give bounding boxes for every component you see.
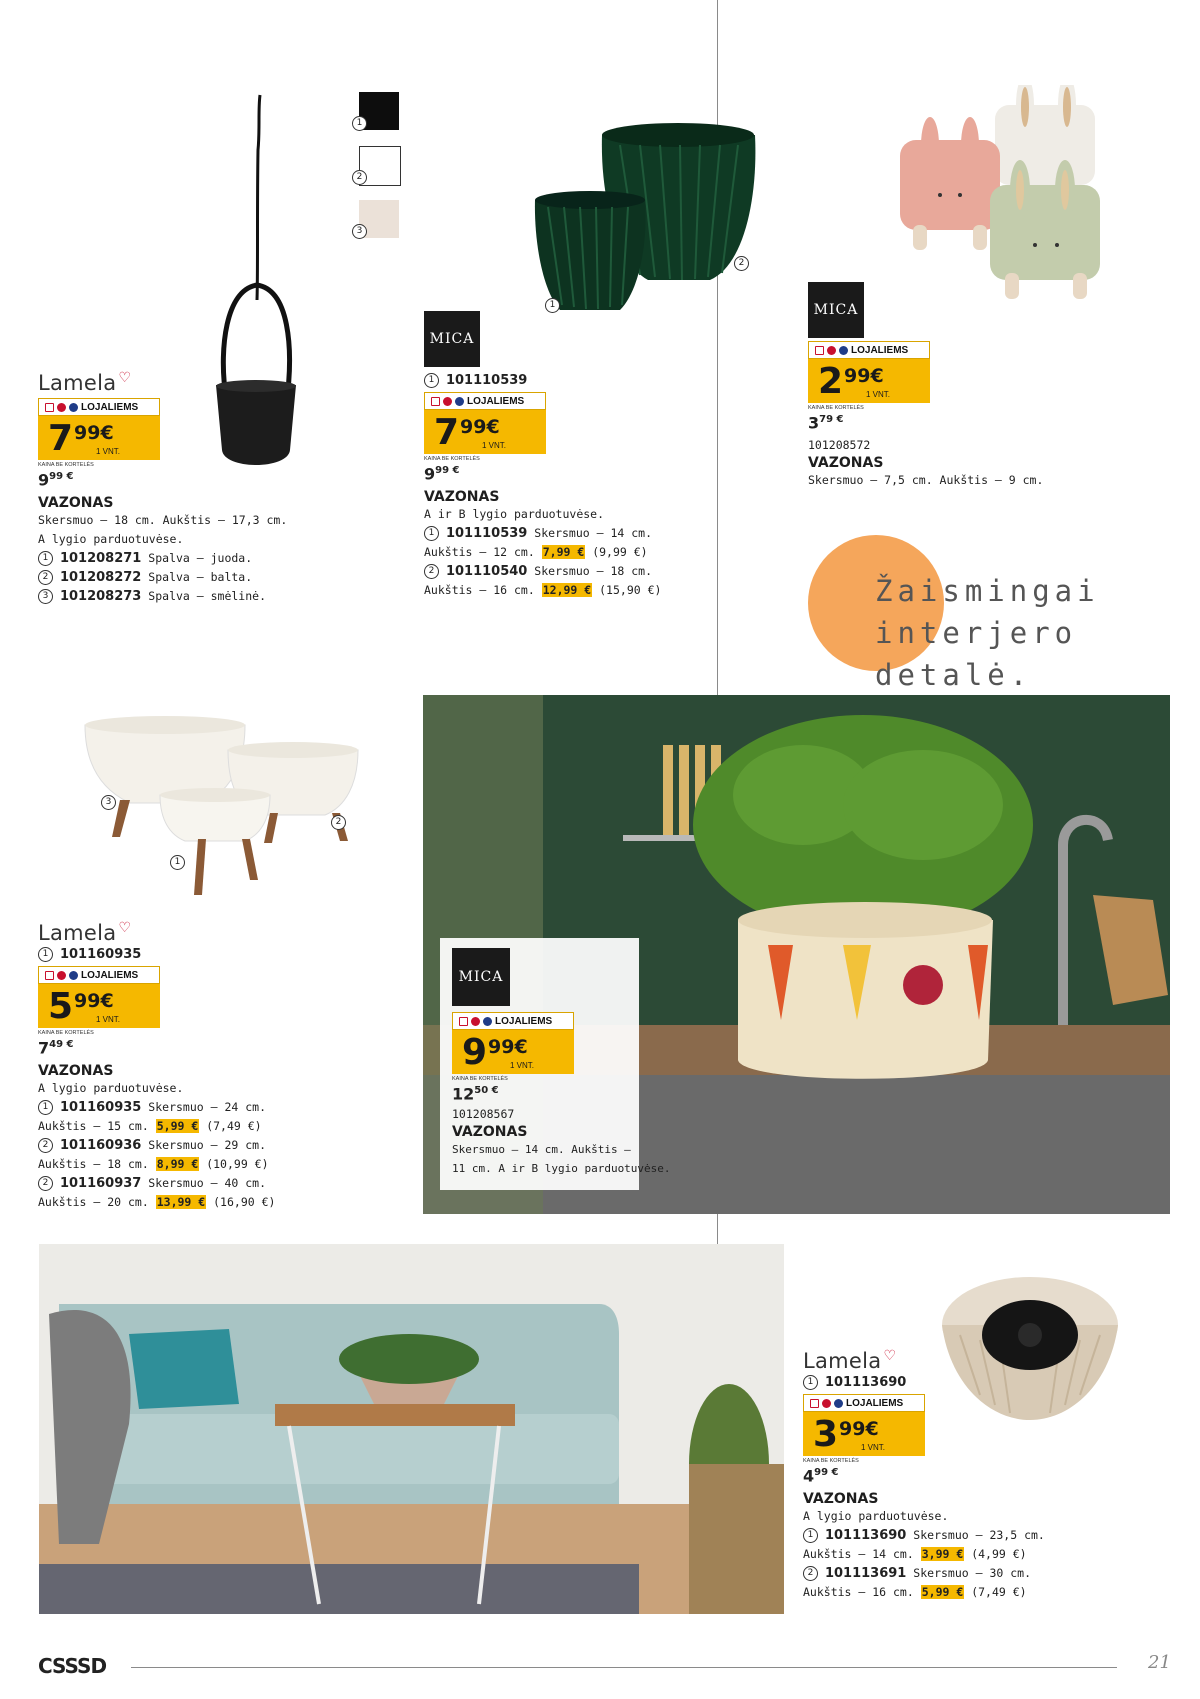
no-sign-icon xyxy=(827,346,836,355)
loyal-price: 7 99€ 1 VNT. xyxy=(38,416,160,460)
loyalty-badge: LOJALIEMS xyxy=(803,1394,925,1412)
loyalty-badge: LOJALIEMS xyxy=(808,341,930,359)
card-icon xyxy=(45,971,54,980)
living-room-photo xyxy=(39,1244,784,1614)
brand-logo-lamela: Lamela ♡ xyxy=(38,920,132,945)
brand-logo-mica: MICA xyxy=(424,311,480,367)
footer-rule xyxy=(131,1667,1117,1668)
brand-logo-mica: MICA xyxy=(452,948,510,1006)
loyalty-badge: LOJALIEMS xyxy=(38,398,160,416)
variant-line: 1 101110539 Skersmuo – 14 cm. xyxy=(424,524,734,543)
product-code: 101208567 xyxy=(452,1107,515,1122)
product-card-mica-basil: MICA LOJALIEMS 9 99€ 1 VNT. KAINA BE KORTELĖS $12^{50 €}$ 101208567 VAZONAS Skersmuo – 14 cm. Aukštis – 11 cm. A ir B lygio parduotuvėse. xyxy=(440,938,639,1190)
variant-price-line: Aukštis – 16 cm. 12,99 € (15,90 €) xyxy=(424,583,662,598)
brand-logo-lamela: Lamela ♡ xyxy=(38,370,132,395)
lamela-leaf-icon: ♡ xyxy=(883,1348,897,1364)
callout-2: 2 xyxy=(331,815,346,830)
regular-price: $12^{50 €}$ xyxy=(452,1084,499,1104)
product-name: VAZONAS xyxy=(38,495,114,512)
lamela-leaf-icon: ♡ xyxy=(118,370,132,386)
variant-price-line: Aukštis – 12 cm. 7,99 € (9,99 €) xyxy=(424,545,648,560)
desc-line: Skersmuo – 14 cm. Aukštis – xyxy=(452,1143,631,1157)
regular-price: $9^{99 €}$ xyxy=(424,464,460,484)
regular-price: $9^{99 €}$ xyxy=(38,470,74,490)
product-card-mica-bunny: MICA LOJALIEMS 2 99€ 1 VNT. KAINA BE KORTELĖS $3^{79 €}$ 101208572 VAZONAS Skersmuo – 7,5 cm. Aukštis – 9 cm. xyxy=(808,282,1108,490)
desc-line: Skersmuo – 18 cm. Aukštis – 17,3 cm. xyxy=(38,513,288,528)
variant-line: 1 101113690 Skersmuo – 23,5 cm. xyxy=(803,1526,1163,1545)
desc-line: A lygio parduotuvėse. xyxy=(803,1509,949,1524)
price-cents: 99€ xyxy=(74,422,114,444)
variant-price-line: Aukštis – 18 cm. 8,99 € (10,99 €) xyxy=(38,1157,269,1172)
card-icon xyxy=(45,403,54,412)
p-icon xyxy=(839,346,848,355)
product-name: VAZONAS xyxy=(38,1063,114,1080)
variant-line: 2 101113691 Skersmuo – 30 cm. xyxy=(803,1564,1163,1583)
price-cents: 99€ xyxy=(844,365,884,387)
variant-line: 2 101110540 Skersmuo – 18 cm. xyxy=(424,562,734,581)
product-code: 1 101110539 xyxy=(424,371,734,390)
no-sign-icon xyxy=(471,1017,480,1026)
legged-pots-image xyxy=(80,715,365,900)
price-box xyxy=(424,392,546,454)
product-code: 1 101160935 xyxy=(38,945,398,964)
sofa-scene-image xyxy=(39,1244,784,1614)
variant-price-line: Aukštis – 20 cm. 13,99 € (16,90 €) xyxy=(38,1195,276,1210)
desc-line: A ir B lygio parduotuvėse. xyxy=(424,507,605,522)
loyal-price: 7 99€ 1 VNT. xyxy=(424,410,546,454)
variant-line: 1 101208271 Spalva – juoda. xyxy=(38,549,338,568)
regular-price: $7^{49 €}$ xyxy=(38,1038,74,1058)
price-cents: 99€ xyxy=(839,1418,879,1440)
slogan: Žaismingai interjero detalė. xyxy=(875,574,1100,692)
swatch-number-3: 3 xyxy=(352,224,367,239)
callout-3: 3 xyxy=(101,795,116,810)
desc-line: 11 cm. A ir B lygio parduotuvėse. xyxy=(452,1162,671,1176)
variant-line: 2 101208272 Spalva – balta. xyxy=(38,568,338,587)
callout-2: 2 xyxy=(734,256,749,271)
bunny-pots-image xyxy=(895,85,1120,305)
product-name: VAZONAS xyxy=(808,455,884,472)
brand-logo-lamela: Lamela ♡ xyxy=(803,1348,897,1373)
loyalty-badge: LOJALIEMS xyxy=(38,966,160,984)
product-card-lamela-bowl: Lamela ♡ 1 101113690 LOJALIEMS 3 99€ 1 VNT. KAINA BE KORTELĖS $4^{99 €}$ VAZONAS A lygio parduotuvėse. 1 101113690 Skersmuo – 23,5 cm. Aukštis – 14 cm. 3,99 € (4,99 €) 2 101113691 Skersmuo – 30 cm. Aukštis – 16 cm. 5,99 € (7,49 €) xyxy=(803,1348,1163,1602)
swatch-number-2: 2 xyxy=(352,170,367,185)
price-cents: 99€ xyxy=(488,1036,528,1058)
product-card-lamela-legged: Lamela ♡ 1 101160935 LOJALIEMS 5 99€ 1 VNT. KAINA BE KORTELĖS $7^{49 €}$ VAZONAS A lygio parduotuvėse. 1 101160935 Skersmuo – 24 cm. Aukštis – 15 cm. 5,99 € (7,49 €) 2 101160936 Skersmuo – 29 cm. Aukštis – 18 cm. 8,99 € (10,99 €) 2 101160937 Skersmuo – 40 cm. Aukštis – 20 cm. 13,99 € (16,90 €) xyxy=(38,920,398,1212)
price-cents: 99€ xyxy=(460,416,500,438)
p-icon xyxy=(834,1399,843,1408)
variant-line: 3 101208273 Spalva – smėlinė. xyxy=(38,587,338,606)
column-divider-bottom xyxy=(717,1214,718,1244)
product-card-lamela-hanging: Lamela ♡ LOJALIEMS 7 99€ 1 VNT. KAINA BE KORTELĖS $9^{99 €}$ VAZONAS Skersmuo – 18 cm. Aukštis – 17,3 cm. A lygio parduotuvėse. 1 101208271 Spalva – juoda. 2 101208272 Spalva – balta. 3 101208273 Spalva – smėlinė. xyxy=(38,370,338,606)
desc-line: Skersmuo – 7,5 cm. Aukštis – 9 cm. xyxy=(808,473,1044,488)
p-icon xyxy=(455,397,464,406)
loyalty-badge: LOJALIEMS xyxy=(424,392,546,410)
loyal-price: 2 99€ 1 VNT. xyxy=(808,359,930,403)
card-icon xyxy=(431,397,440,406)
desc-line: A lygio parduotuvėse. xyxy=(38,1081,184,1096)
price-cents: 99€ xyxy=(74,990,114,1012)
variant-price-line: Aukštis – 16 cm. 5,99 € (7,49 €) xyxy=(803,1585,1027,1600)
loyalty-badge: LOJALIEMS xyxy=(452,1012,574,1030)
product-code: 1 101113690 xyxy=(803,1373,1163,1392)
p-icon xyxy=(483,1017,492,1026)
product-name: VAZONAS xyxy=(803,1491,879,1508)
footer-logo: CSSSD xyxy=(38,1654,107,1678)
p-icon xyxy=(69,971,78,980)
product-code: 101208572 xyxy=(808,438,871,453)
brand-logo-mica: MICA xyxy=(808,282,864,338)
lamela-leaf-icon: ♡ xyxy=(118,920,132,936)
card-icon xyxy=(815,346,824,355)
swatch-number-1: 1 xyxy=(352,116,367,131)
variant-line: 2 101160937 Skersmuo – 40 cm. xyxy=(38,1174,398,1193)
no-sign-icon xyxy=(822,1399,831,1408)
card-icon xyxy=(810,1399,819,1408)
variant-price-line: Aukštis – 15 cm. 5,99 € (7,49 €) xyxy=(38,1119,262,1134)
callout-1: 1 xyxy=(545,298,560,313)
loyal-price: 9 99€ 1 VNT. xyxy=(452,1030,574,1074)
product-name: VAZONAS xyxy=(452,1124,528,1141)
card-icon xyxy=(459,1017,468,1026)
loyal-price: 5 99€ 1 VNT. xyxy=(38,984,160,1028)
page-number: 21 xyxy=(1148,1652,1171,1673)
price-box xyxy=(452,1012,574,1074)
no-sign-icon xyxy=(57,971,66,980)
price-box xyxy=(803,1394,925,1456)
price-box xyxy=(808,341,930,403)
price-box xyxy=(38,398,160,460)
no-sign-icon xyxy=(443,397,452,406)
p-icon xyxy=(69,403,78,412)
product-card-mica-green: MICA 1 101110539 LOJALIEMS 7 99€ 1 VNT. KAINA BE KORTELĖS $9^{99 €}$ VAZONAS A ir B lygio parduotuvėse. 1 101110539 Skersmuo – 14 cm. Aukštis – 12 cm. 7,99 € (9,99 €) 2 101110540 Skersmuo – 18 cm. Aukštis – 16 cm. 12,99 € (15,90 €) xyxy=(424,311,734,600)
variant-line: 1 101160935 Skersmuo – 24 cm. xyxy=(38,1098,398,1117)
desc-line: A lygio parduotuvėse. xyxy=(38,532,184,547)
regular-price: $3^{79 €}$ xyxy=(808,413,844,433)
variant-line: 2 101160936 Skersmuo – 29 cm. xyxy=(38,1136,398,1155)
product-name: VAZONAS xyxy=(424,489,500,506)
regular-price: $4^{99 €}$ xyxy=(803,1466,839,1486)
variant-price-line: Aukštis – 14 cm. 3,99 € (4,99 €) xyxy=(803,1547,1027,1562)
price-box xyxy=(38,966,160,1028)
loyal-price: 3 99€ 1 VNT. xyxy=(803,1412,925,1456)
callout-1: 1 xyxy=(170,855,185,870)
no-sign-icon xyxy=(57,403,66,412)
green-pots-image xyxy=(530,115,760,315)
